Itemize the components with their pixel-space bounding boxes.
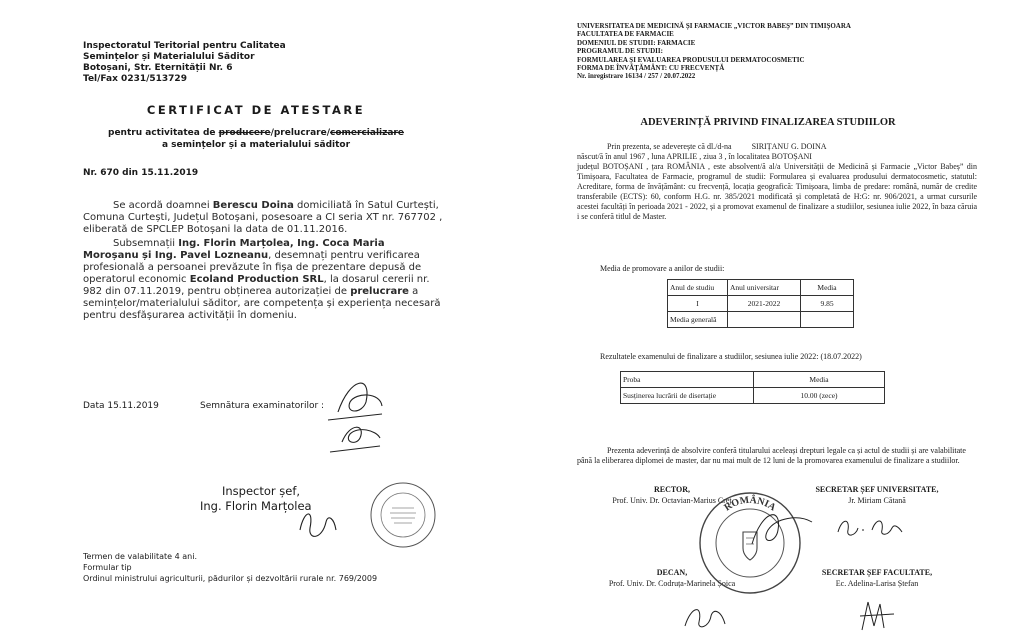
table-header: Media — [754, 372, 885, 388]
institution-address: Botoșani, Str. Eternității Nr. 6 — [83, 63, 233, 73]
graduation-attestation-page — [512, 0, 1024, 640]
table-header: Anul universitar — [728, 280, 801, 296]
inspector-signature — [292, 500, 342, 550]
examiners-text: , desemnați pentru verificarea profesională a persoanei prevăzute în fișa de prezentare depusă de operatorul economic — [83, 250, 422, 285]
examiners-text: Subsemnații — [113, 238, 179, 249]
paragraph-grant — [83, 200, 443, 236]
rector-signature — [742, 500, 822, 560]
table-header-row — [668, 280, 854, 296]
examiners-text: , la dosarul cererii nr. 982 din 07.11.2019, pentru obținerea autorizației de — [83, 274, 430, 297]
faculty-secretary-title: SECRETAR ȘEF FACULTATE, — [821, 568, 933, 577]
dean-name: Prof. Univ. Dr. Codruța-Marinela Șoica — [608, 579, 736, 588]
legal-reference: Ordinul ministrului agriculturii, pădurilor și dezvoltării rurale nr. 769/2009 — [83, 574, 378, 583]
table-header-row — [621, 372, 885, 388]
university-header — [577, 22, 851, 81]
exam-results-table — [620, 371, 885, 404]
dean-signature — [677, 596, 737, 636]
inspector-name: Ing. Florin Marțolea — [200, 499, 312, 513]
activity-name: prelucrare — [350, 286, 409, 297]
certificate-subtitle — [0, 127, 512, 151]
grades-table-caption: Media de promovare a anilor de studii: — [600, 264, 725, 273]
graduation-details: județul BOTOȘANI , țara ROMÂNIA , este absolvent/ă al/a Universității de Medicină și Farmacie „Victor Babeș” din Timișoara, Facultatea de Farmacie, programul de studii: Formularea și evaluarea produsului dermatocosmetic, statutul: Acreditare, forma de învățământ: cu frecvență, locația geografică: Timișoara, limba de predare: română, număr de credite transferabile (ECTS): 60, conform H.G. nr. 385/2021 modificată și completată de H:G: nr. 906/2021, a urmat cursurile acestei facultăți în perioada 2021 - 2022, și a promovat examenul de finalizare a studiilor, sesiunea iulie 2022, în baza căruia i se conferă titlul de Master. — [577, 162, 977, 221]
form-type-note: Formular tip — [83, 563, 132, 572]
closing-text: Prezenta adeverință de absolvire conferă titularului aceleași drepturi legale ca și actul de studii și are valabilitate până la eliberarea diplomei de master, dar nu mai mult de 12 luni de la promovarea examenului de finalizare a studiilor. — [577, 446, 966, 465]
struck-option: producere — [218, 128, 271, 138]
birth-details: născut/ă în anul 1967 , luna APRILIE , ziua 3 , în localitatea BOTOȘANI — [577, 152, 812, 161]
inspector-title: Inspector șef, — [222, 484, 301, 498]
header-line: UNIVERSITATEA DE MEDICINĂ ȘI FARMACIE „VICTOR BABEȘ” DIN TIMIȘOARA — [577, 22, 851, 30]
grant-text: Se acordă doamnei — [113, 200, 213, 211]
table-row — [668, 312, 854, 328]
institution-line: Semințelor și Materialului Săditor — [83, 52, 255, 62]
table-header: Anul de studiu — [668, 280, 728, 296]
table-cell: Media generală — [668, 312, 728, 328]
examiners-text: a semințelor/materialului săditor, are competența și experiența necesară pentru desfășurarea activității în domeniu. — [83, 286, 441, 321]
table-cell: 10.00 (zece) — [754, 388, 885, 404]
body-text: Prin prezenta, se adeverește că dl./d-na — [607, 142, 732, 151]
university-secretary-name: Jr. Miriam Cătană — [848, 496, 906, 505]
table-cell: Susținerea lucrării de disertație — [621, 388, 754, 404]
certificate-date: Data 15.11.2019 — [83, 401, 159, 411]
faculty-secretary-signature — [854, 596, 904, 636]
institution-phone: Tel/Fax 0231/513729 — [83, 74, 187, 84]
university-secretary-title: SECRETAR ȘEF UNIVERSITATE, — [815, 485, 939, 494]
subtitle-line2: a semințelor și a materialului săditor — [161, 140, 351, 150]
holder-name: Berescu Doina — [212, 200, 294, 211]
certificate-title: CERTIFICAT DE ATESTARE — [146, 103, 366, 117]
validity-note: Termen de valabilitate 4 ani. — [83, 552, 197, 561]
examiner-names: Ing. Florin Marțolea, Ing. Coca Maria Moroșanu și Ing. Pavel Lozneanu — [83, 238, 385, 261]
institution-line: Inspectoratul Teritorial pentru Calitatea — [83, 41, 286, 51]
rector-title: RECTOR, — [653, 485, 691, 494]
table-row — [668, 296, 854, 312]
certificate-number: Nr. 670 din 15.11.2019 — [83, 168, 199, 178]
grant-text: domiciliată în Satul Curtești, Comuna Curtești, Județul Botoșani, posesoare a CI seria XT nr. 767702 , eliberată de SPCLEP Botoșani la data de 01.11.2016. — [83, 200, 443, 235]
examiners-signature-label: Semnătura examinatorilor : — [200, 401, 325, 411]
certificate-footer — [83, 551, 377, 584]
examiner-signatures — [320, 372, 390, 462]
table-cell — [801, 312, 854, 328]
table-cell: 9.85 — [801, 296, 854, 312]
table-row — [621, 388, 885, 404]
official-stamp-icon — [368, 480, 438, 550]
header-line: FORMA DE ÎNVĂȚĂMÂNT: CU FRECVENȚĂ — [577, 64, 725, 73]
faculty-secretary-name: Ec. Adelina-Larisa Ștefan — [835, 579, 919, 588]
university-secretary-signature — [832, 508, 912, 544]
institution-header — [83, 41, 286, 85]
table-cell: 2021-2022 — [728, 296, 801, 312]
dean-title: DECAN, — [656, 568, 688, 577]
subtitle-text: pentru activitatea de — [108, 128, 219, 138]
attestation-title: ADEVERINȚĂ PRIVIND FINALIZAREA STUDIILOR — [640, 117, 896, 128]
attestation-body — [577, 142, 977, 222]
exam-table-caption: Rezultatele examenului de finalizare a studiilor, sesiunea iulie 2022: (18.07.2022) — [600, 352, 862, 361]
header-line: PROGRAMUL DE STUDII: — [577, 47, 663, 56]
faculty-secretary-block — [792, 567, 962, 589]
registration-number: Nr. înregistrare 16134 / 257 / 20.07.2022 — [577, 72, 696, 81]
header-line: FORMULAREA ȘI EVALUAREA PRODUSULUI DERMATOCOSMETIC — [577, 55, 805, 64]
closing-paragraph — [577, 446, 977, 466]
subtitle-text: /prelucrare/ — [270, 128, 331, 138]
rector-name: Prof. Univ. Dr. Octavian-Marius Creț — [612, 496, 732, 505]
header-line: DOMENIUL DE STUDII: FARMACIE — [577, 38, 696, 47]
table-header: Proba — [621, 372, 754, 388]
paragraph-examiners — [83, 238, 443, 322]
company-name: Ecoland Production SRL — [189, 274, 324, 285]
table-cell: I — [668, 296, 728, 312]
table-cell — [728, 312, 801, 328]
graduate-name: SIRIȚANU G. DOINA — [751, 142, 827, 151]
table-header: Media — [801, 280, 854, 296]
header-line: FACULTATEA DE FARMACIE — [577, 30, 674, 39]
stamp-text: ROMÂNIA — [722, 494, 778, 514]
struck-option: comercializare — [330, 128, 404, 138]
grades-table — [667, 279, 854, 328]
